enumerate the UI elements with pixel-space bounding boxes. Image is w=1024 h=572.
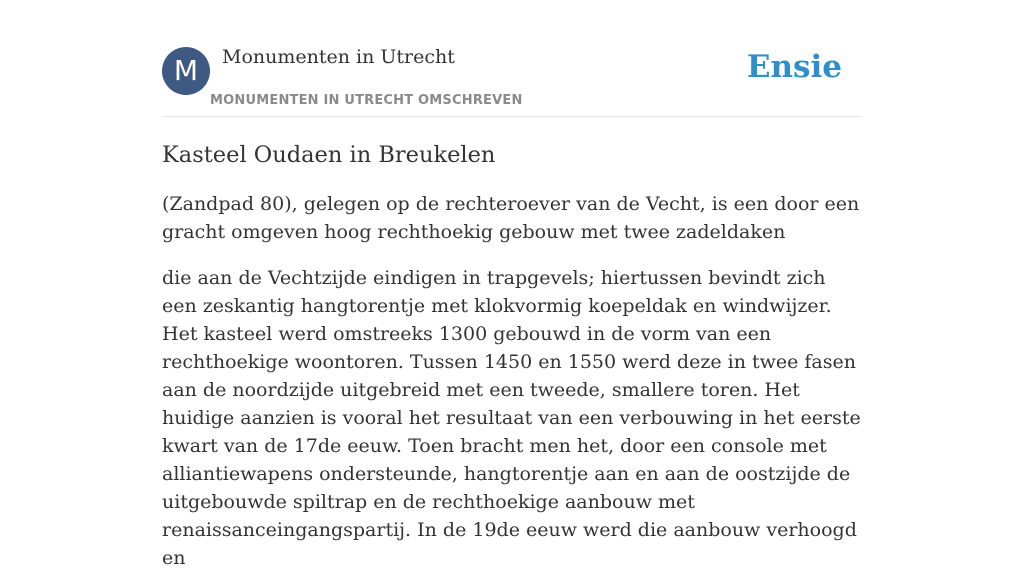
site-header: [162, 45, 862, 117]
site-title[interactable]: Monumenten in Utrecht: [222, 46, 455, 68]
article-paragraph: (Zandpad 80), gelegen op de rechteroever van de Vecht, is een door een gracht omgeven hoog rechthoekig gebouw met twee zadeldaken: [162, 193, 860, 243]
article-content: [162, 139, 862, 572]
article-paragraph: die aan de Vechtzijde eindigen in trapgevels; hiertussen bevindt zich een zeskantig hangtorentje met klokvormig koepeldak en windwijzer. Het kasteel werd omstreeks 1300 gebouwd in de vorm van een rechthoekige woontoren. Tussen 1450 en 1550 werd deze in twee fasen aan de noordzijde uitgebreid met een tweede, smallere toren. Het huidige aanzien is vooral het resultaat van een verbouwing in het eerste kwart van de 17de eeuw. Toen bracht men het, door een console met alliantiewapens ondersteunde, hangtorentje aan en aan de oostzijde de uitgebouwde spiltrap en de rechthoekige aanbouw met renaissanceingangspartij. In de 19de eeuw werd die aanbouw verhoogd en: [162, 267, 861, 569]
site-subtitle: MONUMENTEN IN UTRECHT OMSCHREVEN: [210, 93, 523, 108]
article-title: Kasteel Oudaen in Breukelen: [162, 142, 496, 168]
ensie-logo[interactable]: Ensie: [746, 49, 842, 85]
avatar[interactable]: M: [162, 47, 210, 95]
